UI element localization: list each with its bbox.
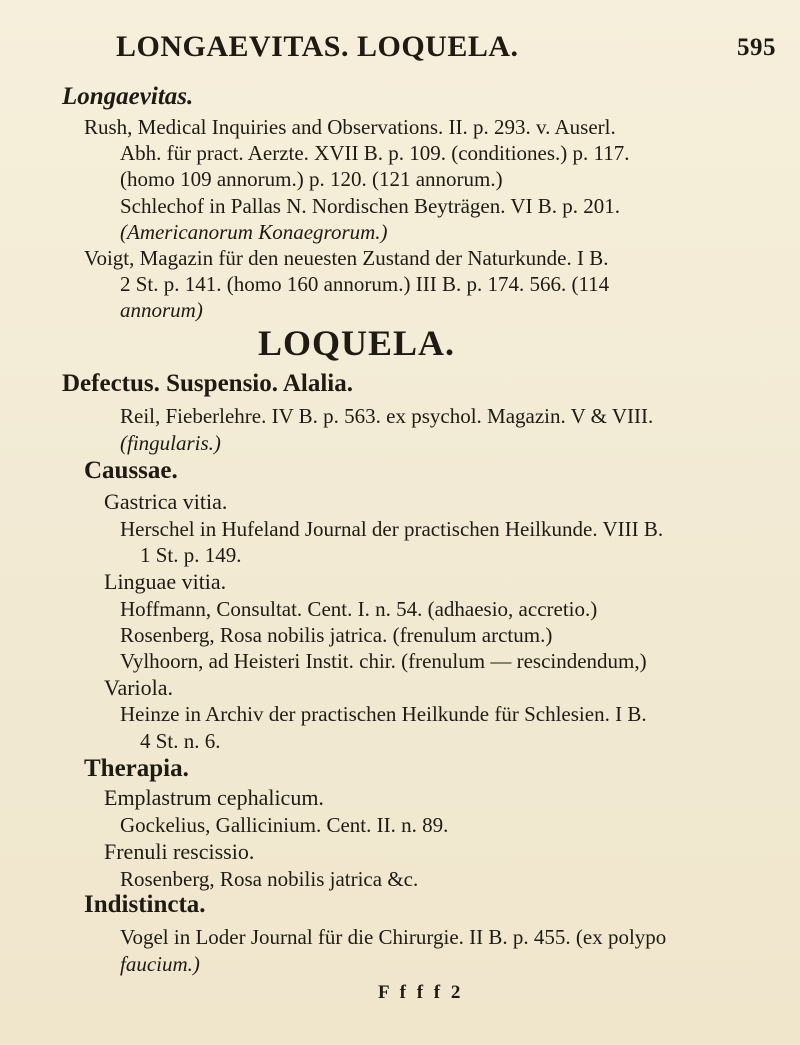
entry-line: 2 St. p. 141. (homo 160 annorum.) III B. p. 174. 566. (114 [120,272,610,296]
heading-defectus: Defectus. Suspensio. Alalia. [62,370,354,397]
printer-signature: F f f f 2 [378,982,464,1003]
entry-line: Rosenberg, Rosa nobilis jatrica &c. [120,867,419,891]
heading-variola: Variola. [104,675,174,700]
entry-line: 1 St. p. 149. [140,543,242,567]
entry-line: Reil, Fieberlehre. IV B. p. 563. ex psychol. Magazin. V & VIII. [120,404,654,428]
heading-linguae: Linguae vitia. [104,569,227,594]
heading-indistincta: Indistincta. [84,891,206,918]
heading-emplastrum: Emplastrum cephalicum. [104,785,324,810]
entry-line: Rosenberg, Rosa nobilis jatrica. (frenulum arctum.) [120,623,553,647]
entry-line: Voigt, Magazin für den neuesten Zustand der Naturkunde. I B. [84,246,609,270]
heading-caussae: Caussae. [84,457,178,484]
entry-line: (homo 109 annorum.) p. 120. (121 annorum.) [120,167,503,191]
heading-longaevitas: Longaevitas. [62,83,194,110]
heading-therapia: Therapia. [84,755,189,782]
entry-line: Hoffmann, Consultat. Cent. I. n. 54. (adhaesio, accretio.) [120,597,598,621]
entry-line: (fingularis.) [120,431,221,455]
entry-line: Rush, Medical Inquiries and Observations. II. p. 293. v. Auserl. [84,115,616,139]
entry-line: Schlechof in Pallas N. Nordischen Beyträgen. VI B. p. 201. [120,194,621,218]
entry-line: Herschel in Hufeland Journal der practischen Heilkunde. VIII B. [120,517,664,541]
page-header [116,30,776,74]
entry-line: annorum) [120,298,203,322]
page-number: 595 [737,34,776,61]
heading-frenuli: Frenuli rescissio. [104,839,255,864]
running-title: LONGAEVITAS. LOQUELA. [116,30,519,63]
entry-line: Gockelius, Gallicinium. Cent. II. n. 89. [120,813,449,837]
entry-line: 4 St. n. 6. [140,729,221,753]
entry-line: faucium.) [120,952,200,976]
entry-line: Vylhoorn, ad Heisteri Instit. chir. (frenulum — rescindendum,) [120,649,647,673]
entry-line: (Americanorum Konaegrorum.) [120,220,388,244]
entry-line: Abh. für pract. Aerzte. XVII B. p. 109. (conditiones.) p. 117. [120,141,630,165]
entry-line: Heinze in Archiv der practischen Heilkunde für Schlesien. I B. [120,702,647,726]
entry-line: Vogel in Loder Journal für die Chirurgie. II B. p. 455. (ex polypo [120,925,667,949]
section-title-loquela: LOQUELA. [258,323,456,363]
heading-gastrica: Gastrica vitia. [104,489,228,514]
